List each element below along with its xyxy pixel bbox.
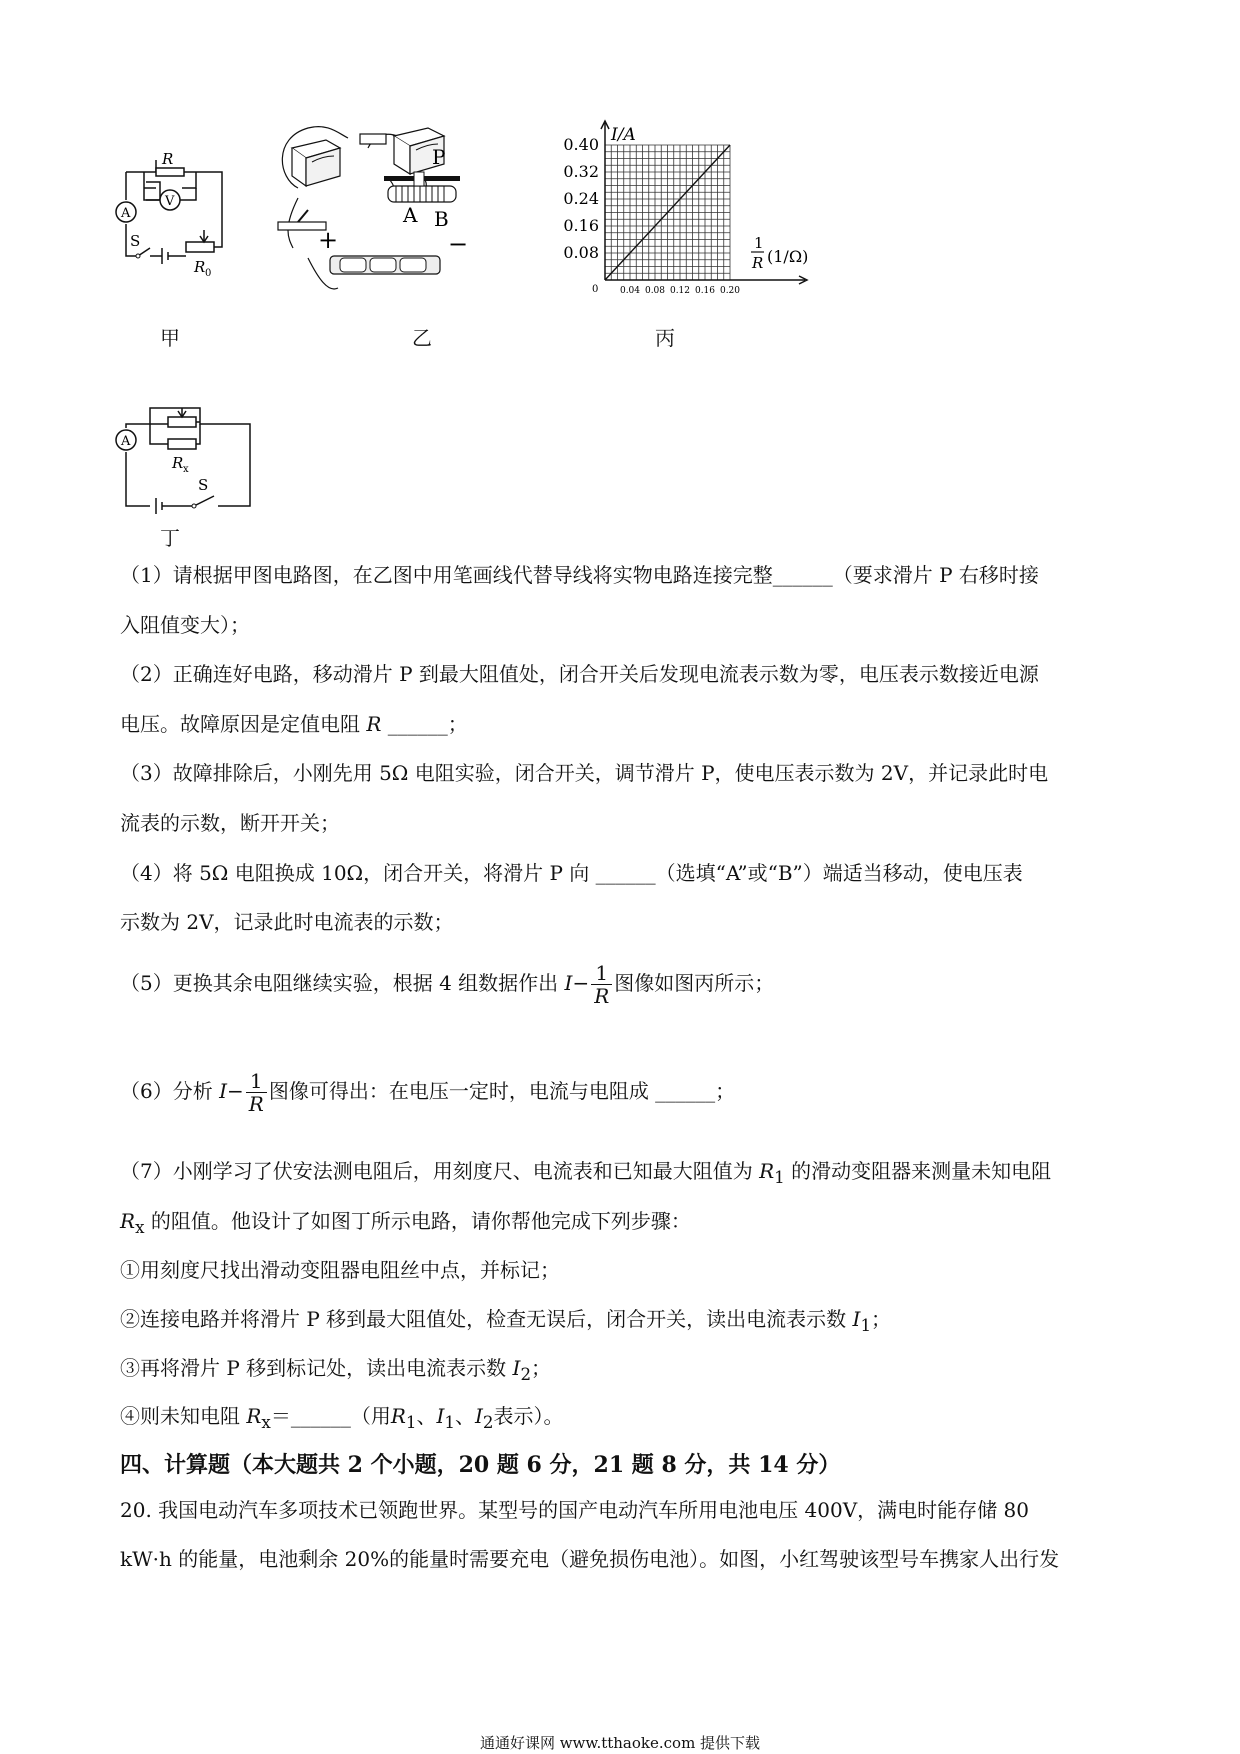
chart-origin: 0: [592, 284, 599, 295]
jia-s-label: S: [130, 232, 141, 250]
yi-a-label: A: [403, 203, 418, 227]
ding-rx-sub: x: [183, 464, 189, 475]
y-tick-label: 0.16: [563, 216, 599, 235]
x-tick-label: 0.12: [669, 286, 691, 296]
step-2: ②连接电路并将滑片 P 移到最大阻值处，检查无误后，闭合开关，读出电流表示数 $I_1$；: [120, 1307, 892, 1335]
q2-line1: （2）正确连好电路，移动滑片 P 到最大阻值处，闭合开关后发现电流表示数为零，电压表示数接近电源: [120, 662, 1039, 686]
footer: 通通好课网 www.tthaoke.com 提供下载: [479, 1734, 761, 1752]
caption-bing: 丙: [655, 326, 675, 350]
jia-r0-sub: 0: [205, 268, 212, 279]
q7-line1: （7）小刚学习了伏安法测电阻后，用刻度尺、电流表和已知最大阻值为 $R_1$ 的滑动变阻器来测量未知电阻: [120, 1159, 1052, 1187]
yi-minus: −: [448, 230, 469, 258]
q20-line2: kW·h 的能量，电池剩余 20%的能量时需要充电（避免损伤电池）。如图，小红驾驶该型号车携家人出行发: [120, 1547, 1060, 1571]
x-tick-label: 0.04: [619, 286, 641, 296]
step-1: ①用刻度尺找出滑动变阻器电阻丝中点，并标记；: [120, 1258, 560, 1282]
caption-jia: 甲: [160, 326, 180, 350]
y-tick-label: 0.32: [563, 162, 599, 181]
yi-plus: +: [318, 226, 339, 254]
y-tick-label: 0.40: [563, 135, 599, 154]
ding-rx-label: R: [172, 454, 184, 472]
y-tick-label: 0.08: [563, 243, 599, 262]
chart-bing: [555, 118, 815, 300]
x-tick-label: 0.20: [719, 286, 741, 296]
jia-v-label: V: [165, 194, 175, 209]
jia-a-label: A: [121, 206, 131, 221]
y-tick-label: 0.24: [563, 189, 599, 208]
q3-line1: （3）故障排除后，小刚先用 5Ω 电阻实验，闭合开关，调节滑片 P，使电压表示数为 2V，并记录此时电: [120, 761, 1049, 785]
chart-xlabel-den: R: [752, 254, 764, 272]
jia-r0-label: R: [194, 258, 206, 276]
jia-r-label: R: [162, 150, 174, 168]
circuit-yi: [268, 118, 488, 318]
q20-line1: 20. 我国电动汽车多项技术已领跑世界。某型号的国产电动汽车所用电池电压 400V，满电时能存储 80: [120, 1498, 1029, 1522]
ding-s-label: S: [198, 476, 209, 494]
chart-xlabel-num: 1: [754, 234, 764, 252]
q7-line2: $R_x$ 的阻值。他设计了如图丁所示电路，请你帮他完成下列步骤：: [120, 1209, 691, 1237]
circuit-jia: [110, 150, 250, 320]
q5-line: （5）更换其余电阻继续实验，根据 4 组数据作出 I− $\frac{1}{R}$ 图像如图丙所示；: [120, 961, 775, 1008]
ding-a-label: A: [121, 434, 131, 449]
q4-line1: （4）将 5Ω 电阻换成 10Ω，闭合开关，将滑片 P 向 ______（选填“A”或“B”）端适当移动，使电压表: [120, 861, 1023, 885]
chart-xlabel-unit: (1/Ω): [767, 247, 809, 266]
yi-p-label: P: [432, 145, 446, 169]
x-tick-label: 0.08: [644, 286, 666, 296]
q4-line2: 示数为 2V，记录此时电流表的示数；: [120, 910, 454, 934]
chart-ylabel: I/A: [611, 125, 636, 145]
circuit-ding: [110, 400, 260, 530]
q1-line2: 入阻值变大）；: [120, 613, 250, 637]
step-4: ④则未知电阻 $R_x=\_\_\_\_\_\_$（用$R_1$、$I_1$、$I_2$表示）。: [120, 1404, 564, 1432]
x-tick-label: 0.16: [694, 286, 716, 296]
q3-line2: 流表的示数，断开开关；: [120, 811, 340, 835]
caption-yi: 乙: [412, 326, 432, 350]
step-3: ③再将滑片 P 移到标记处，读出电流表示数 $I_2$；: [120, 1356, 552, 1384]
q6-line: （6）分析 I− $\frac{1}{R}$ 图像可得出：在电压一定时，电流与电阻成 ______；: [120, 1069, 736, 1116]
q2-line2: 电压。故障原因是定值电阻 R ______；: [120, 712, 468, 736]
q1-line1: （1）请根据甲图电路图，在乙图中用笔画线代替导线将实物电路连接完整______（要求滑片 P 右移时接: [120, 563, 1039, 587]
caption-ding: 丁: [160, 526, 180, 550]
yi-b-label: B: [434, 207, 449, 231]
section4-heading: 四、计算题（本大题共 2 个小题，20 题 6 分，21 题 8 分，共 14 分）: [120, 1452, 841, 1478]
